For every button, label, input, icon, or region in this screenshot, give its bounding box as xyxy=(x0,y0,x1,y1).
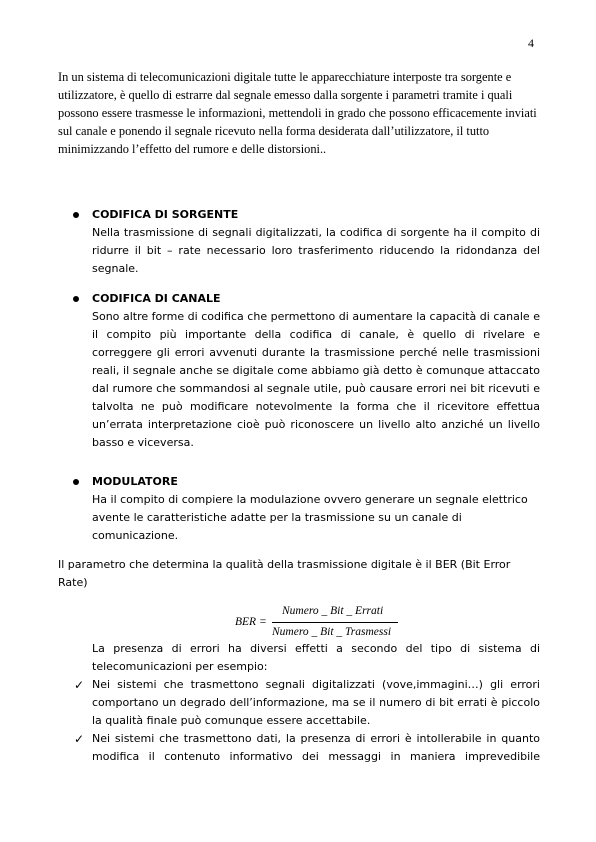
bullet-dot xyxy=(73,479,79,485)
check-item-1: Nei sistemi che trasmettono segnali digitalizzati (vove,immagini…) gli errori comportano un degrado dell’informazione, ma se il numero di bit errati è piccolo la qualità finale può comunque essere accettabile. xyxy=(92,678,540,727)
section-title-modulatore: MODULATORE xyxy=(92,475,178,488)
formula-denominator: Numero _ Bit _ Trasmessi xyxy=(272,626,392,638)
bullet-dot xyxy=(73,296,79,302)
fraction-bar xyxy=(272,622,398,623)
intro-paragraph: In un sistema di telecomunicazioni digitale tutte le apparecchiature interposte tra sorgente e utilizzatore, è quello di estrarre dal segnale emesso dalla sorgente i parametri tramite i quali possono essere trasmesse le informazioni, mettendoli in grado che possono efficacemente inviati sul canale e ponendo il segnale ricevuto nella forma desiderata dall’utilizzatore, il tutto minimizzando l’effetto del rumore e delle distorsioni.. xyxy=(58,70,537,156)
section-text-codifica-canale: Sono altre forme di codifica che permettono di aumentare la capacità di canale e il compito più importante della codifica di canale, è quello di rivelare e correggere gli errori avvenuti durante la trasmissione perché nelle trasmissioni reali, il segnale anche se digitale come abbiamo già detto è comunque attaccato dal rumore che sommandosi al segnale utile, può causare errori nei bit ricevuti e talvolta ne può modificare notevolmente la forma che il ricevitore effettua un’errata interpretazione cioè può riconoscere un livello alto anziché un livello basso e viceversa. xyxy=(92,310,540,449)
check-icon: ✓ xyxy=(74,678,85,692)
section-text-codifica-sorgente: Nella trasmissione di segnali digitalizzati, la codifica di sorgente ha il compito di ridurre il bit – rate necessario loro trasferimento riducendo la ridondanza del segnale. xyxy=(92,226,540,275)
check-icon: ✓ xyxy=(74,732,85,746)
ber-sentence: Il parametro che determina la qualità della trasmissione digitale è il BER (Bit Error Rate) xyxy=(58,558,511,589)
section-title-codifica-canale: CODIFICA DI CANALE xyxy=(92,292,221,305)
formula-numerator: Numero _ Bit _ Errati xyxy=(282,605,384,617)
section-title-codifica-sorgente: CODIFICA DI SORGENTE xyxy=(92,208,239,221)
formula-lhs: BER = xyxy=(235,616,267,628)
check-item-2: Nei sistemi che trasmettono dati, la presenza di errori è intollerabile in quanto modifica il contenuto informativo dei messaggi in maniera imprevedibile xyxy=(92,732,540,763)
errors-intro: La presenza di errori ha diversi effetti a secondo del tipo di sistema di telecomunicazioni per esempio: xyxy=(92,642,540,673)
page-number: 4 xyxy=(528,36,534,50)
bullet-dot xyxy=(73,212,79,218)
section-text-modulatore: Ha il compito di compiere la modulazione ovvero generare un segnale elettrico avente le caratteristiche adatte per la trasmissione su un canale di comunicazione. xyxy=(92,493,528,542)
